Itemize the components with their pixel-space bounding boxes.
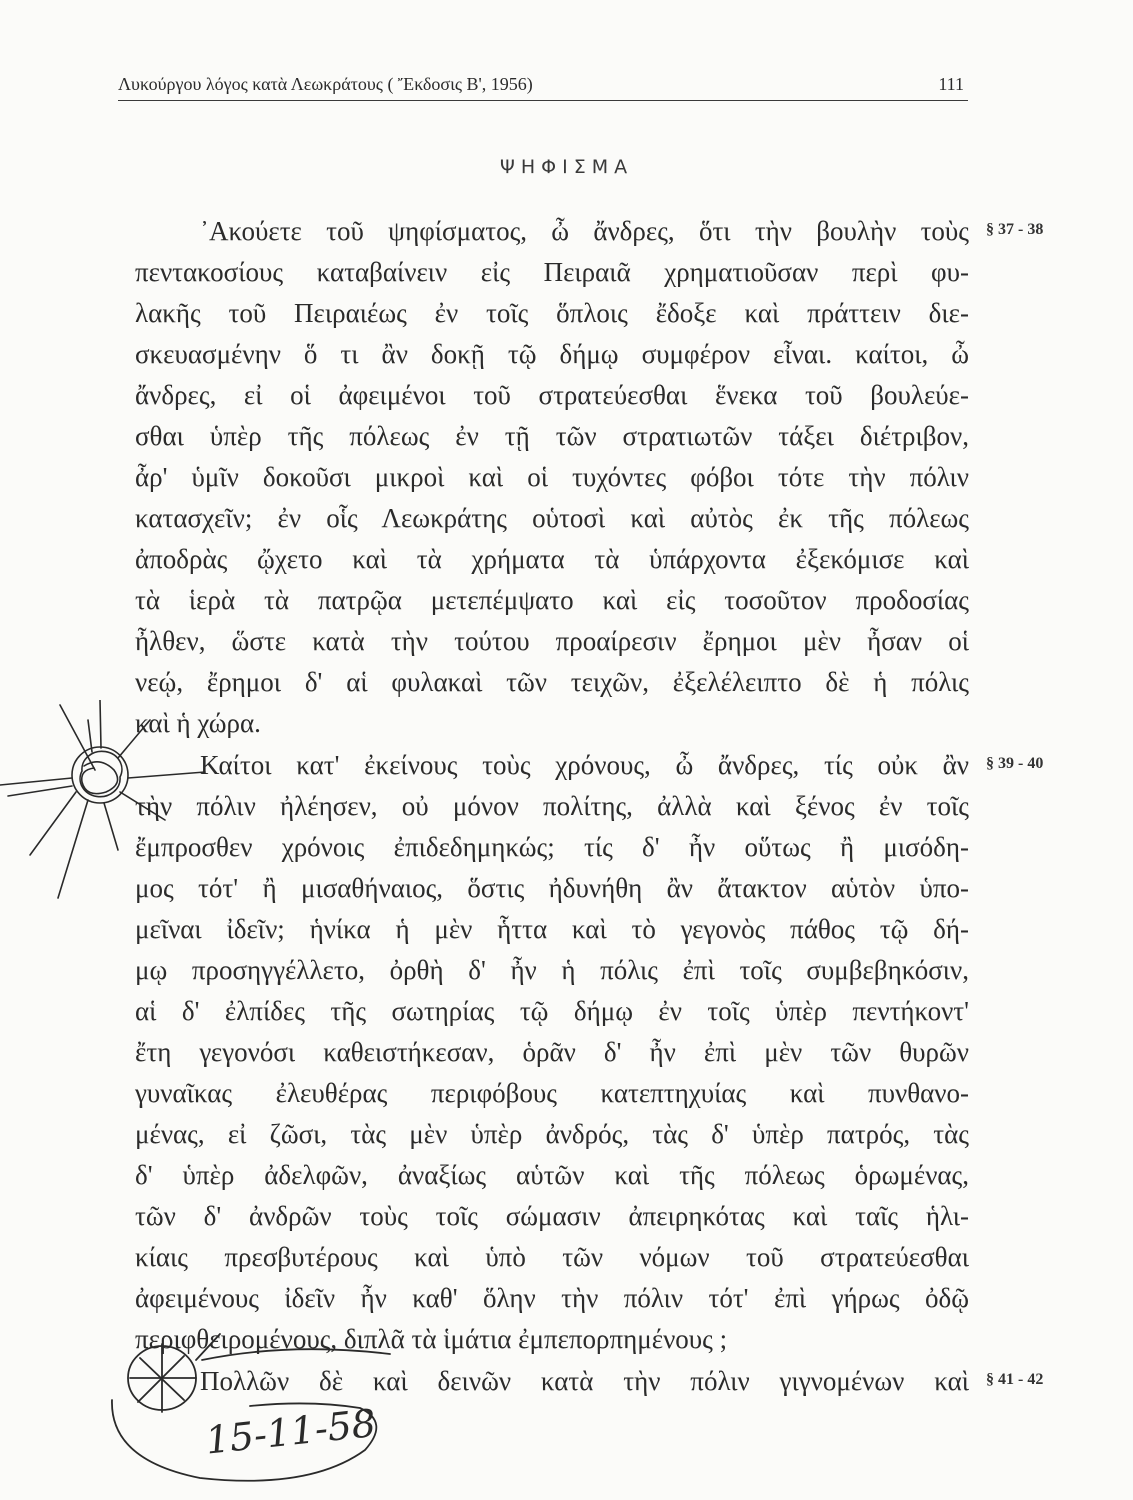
scribble-stroke bbox=[128, 772, 205, 778]
text-line: κατασχεῖν; ἐν οἷς Λεωκράτης οὑτοσὶ καὶ αὐτὸς ἐκ τῆς πόλεως bbox=[135, 503, 969, 533]
scribble-stroke bbox=[82, 762, 118, 794]
ink-scribble-mark bbox=[0, 700, 210, 900]
text-line: λακῆς τοῦ Πειραιέως ἐν τοῖς ὅπλοις ἔδοξε καὶ πράττειν διε- bbox=[135, 298, 969, 328]
text-line: Καίτοι κατ' ἐκείνους τοὺς χρόνους, ὦ ἄνδρες, τίς οὐκ ἂν bbox=[200, 750, 969, 780]
handwritten-date: 15-11-58 bbox=[203, 1400, 378, 1463]
margin-ref: § 37 - 38 bbox=[986, 221, 1044, 238]
scribble-stroke bbox=[88, 720, 92, 752]
text-line: ἔτη γεγονόσι καθειστήκεσαν, ὁρᾶν δ' ἦν ἐπὶ μὲν τῶν θυρῶν bbox=[135, 1037, 969, 1067]
text-line: τὴν πόλιν ἠλέησεν, οὐ μόνον πολίτης, ἀλλὰ καὶ ξένος ἐν τοῖς bbox=[135, 791, 969, 821]
text-line: πεντακοσίους καταβαίνειν εἰς Πειραιᾶ χρηματιοῦσαν περὶ φυ- bbox=[135, 257, 969, 287]
margin-ref: § 41 - 42 bbox=[986, 1371, 1044, 1388]
text-line: ἆρ' ὑμῖν δοκοῦσι μικροὶ καὶ οἱ τυχόντες φόβοι τότε τὴν πόλιν bbox=[135, 462, 969, 492]
text-line: γυναῖκας ἐλευθέρας περιφόβους κατεπτηχυίας καὶ πυνθανο- bbox=[135, 1078, 969, 1108]
text-line: μεῖναι ἰδεῖν; ἡνίκα ἡ μὲν ἧττα καὶ τὸ γεγονὸς πάθος τῷ δή- bbox=[135, 914, 969, 944]
signature-stroke bbox=[196, 1334, 220, 1360]
text-line: ᾿Ακούετε τοῦ ψηφίσματος, ὦ ἄνδρες, ὅτι τὴν βουλὴν τοὺς bbox=[200, 216, 969, 246]
scribble-stroke bbox=[8, 786, 72, 796]
text-line: νεῴ, ἔρημοι δ' αἱ φυλακαὶ τῶν τειχῶν, ἐξελέλειπτο δὲ ἡ πόλις bbox=[135, 667, 969, 697]
scribble-stroke bbox=[30, 792, 76, 855]
scribble-stroke bbox=[120, 792, 165, 820]
scribble-stroke bbox=[100, 700, 101, 748]
scribble-stroke bbox=[58, 800, 88, 898]
running-header bbox=[118, 68, 968, 101]
signature-stroke bbox=[202, 1349, 390, 1360]
running-title: Λυκούργου λόγος κατὰ Λεωκράτους ( Ἔκδοσις Β', 1956) bbox=[118, 74, 533, 94]
text-line: αἱ δ' ἐλπίδες τῆς σωτηρίας τῷ δήμῳ ἐν τοῖς ὑπὲρ πεντήκοντ' bbox=[135, 996, 969, 1026]
text-line: δ' ὑπὲρ ἀδελφῶν, ἀναξίως αὑτῶν καὶ τῆς πόλεως ὁρωμένας, bbox=[135, 1160, 969, 1190]
text-line: περιφθειρομένους, διπλᾶ τὰ ἱμάτια ἐμπεπορπημένους ; bbox=[135, 1324, 728, 1354]
scribble-stroke bbox=[104, 803, 118, 850]
handwritten-signature-mark bbox=[110, 1330, 400, 1490]
text-line: ἀποδρὰς ᾤχετο καὶ τὰ χρήματα τὰ ὑπάρχοντα ἐξεκόμισε καὶ bbox=[135, 544, 969, 574]
text-line: μῳ προσηγγέλλετο, ὀρθὴ δ' ἦν ἡ πόλις ἐπὶ τοῖς συμβεβηκόσιν, bbox=[135, 955, 969, 985]
text-line: ἀφειμένους ἰδεῖν ἦν καθ' ὅλην τὴν πόλιν τότ' ἐπὶ γήρως ὀδῷ bbox=[135, 1283, 969, 1313]
text-line: τῶν δ' ἀνδρῶν τοὺς τοῖς σώμασιν ἀπειρηκότας καὶ ταῖς ἡλι- bbox=[135, 1201, 969, 1231]
text-line: μένας, εἰ ζῶσι, τὰς μὲν ὑπὲρ ἀνδρός, τὰς δ' ὑπὲρ πατρός, τὰς bbox=[135, 1119, 969, 1149]
text-line: κίαις πρεσβυτέρους καὶ ὑπὸ τῶν νόμων τοῦ στρατεύεσθαι bbox=[135, 1242, 969, 1272]
text-line: ἔμπροσθεν χρόνοις ἐπιδεδημηκώς; τίς δ' ἦν οὕτως ἢ μισόδη- bbox=[135, 832, 969, 862]
section-title: ΨΗΦΙΣΜΑ bbox=[499, 156, 634, 178]
text-line: σθαι ὑπὲρ τῆς πόλεως ἐν τῇ τῶν στρατιωτῶν τάξει διέτριβον, bbox=[135, 421, 969, 451]
text-line: τὰ ἱερὰ τὰ πατρῷα μετεπέμψατο καὶ εἰς τοσοῦτον προδοσίας bbox=[135, 585, 969, 615]
scribble-stroke bbox=[0, 778, 72, 785]
text-line: μος τότ' ἢ μισαθήναιος, ὅστις ἠδυνήθη ἂν ἄτακτον αὑτὸν ὑπο- bbox=[135, 873, 969, 903]
page-number: 111 bbox=[938, 74, 964, 94]
text-line: Πολλῶν δὲ καὶ δεινῶν κατὰ τὴν πόλιν γιγνομένων καὶ bbox=[200, 1366, 969, 1396]
margin-ref: § 39 - 40 bbox=[986, 755, 1044, 772]
scribble-stroke bbox=[118, 720, 150, 758]
text-line: ἦλθεν, ὥστε κατὰ τὴν τούτου προαίρεσιν ἔρημοι μὲν ἦσαν οἱ bbox=[135, 626, 969, 656]
text-line: σκευασμένην ὅ τι ἂν δοκῇ τῷ δήμῳ συμφέρον εἶναι. καίτοι, ὦ bbox=[135, 339, 969, 369]
text-line: καὶ ἡ χώρα. bbox=[135, 708, 261, 738]
text-line: ἄνδρες, εἰ οἱ ἀφειμένοι τοῦ στρατεύεσθαι ἕνεκα τοῦ βουλεύε- bbox=[135, 380, 969, 410]
